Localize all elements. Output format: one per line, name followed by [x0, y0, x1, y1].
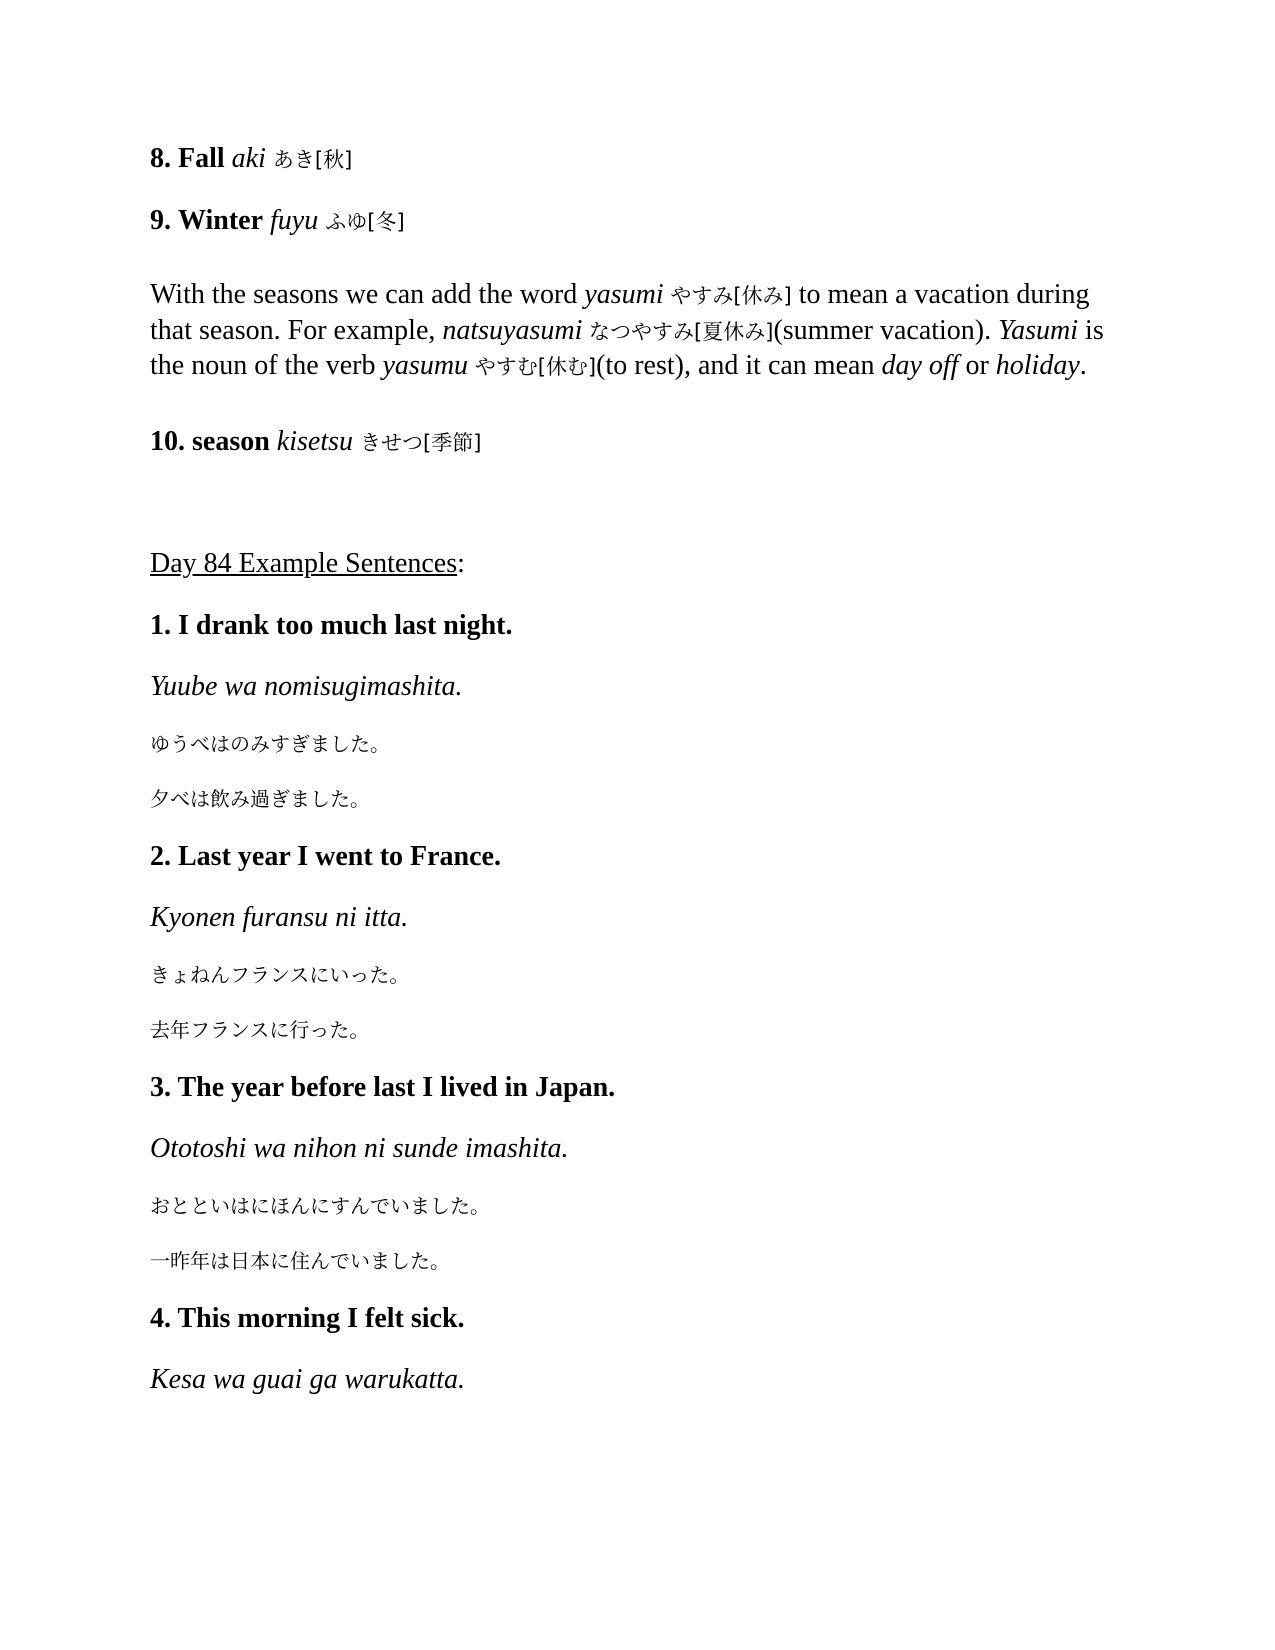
paragraph-romaji: Yasumi [998, 314, 1079, 346]
vocab-item-fall [150, 142, 352, 177]
paragraph-text: to mean a vacation during that season. For example, [150, 279, 1090, 346]
vocab-english: Winter [178, 205, 264, 236]
vocab-kanji: [秋] [314, 148, 353, 172]
paragraph-romaji: yasumu [382, 350, 469, 381]
sentence-romaji: Ototoshi wa nihon ni sunde imashita. [150, 1133, 569, 1164]
vocab-item-season [150, 425, 481, 460]
vocab-romaji: kisetsu [276, 426, 354, 457]
section-heading-title: Day 84 Example Sentences [150, 548, 458, 579]
vocab-kana: きせつ [360, 431, 424, 455]
section-heading [150, 547, 465, 581]
paragraph-text: With the seasons we can add the word [150, 279, 585, 310]
paragraph-japanese: やすみ[休み] [663, 284, 792, 308]
vocab-item-winter [150, 204, 405, 239]
vocab-kana: ふゆ [325, 210, 368, 234]
paragraph-japanese: やすむ[休む] [468, 355, 597, 379]
sentence-kanji: 一昨年は日本に住んでいました。 [150, 1249, 450, 1273]
vocab-number: 8. [150, 143, 171, 174]
sentence-english: 2. Last year I went to France. [150, 841, 501, 872]
paragraph-romaji: holiday [995, 350, 1080, 381]
sentence-kana: おとといはにほんにすんでいました。 [150, 1194, 490, 1218]
sentence-romaji: Kyonen furansu ni itta. [150, 902, 409, 933]
paragraph-romaji: day off [881, 350, 959, 381]
sentence-kana: ゆうべはのみすぎました。 [150, 732, 390, 756]
sentence-kana: きょねんフランスにいった。 [150, 963, 410, 987]
vocab-kanji: [季節] [423, 431, 482, 455]
vocab-number: 10. [150, 426, 185, 457]
sentence-romaji: Kesa wa guai ga warukatta. [150, 1364, 466, 1395]
paragraph-text: or [958, 350, 996, 381]
vocab-number: 9. [150, 205, 171, 236]
paragraph-text: (to rest), and it can mean [596, 350, 882, 381]
sentence-english: 4. This morning I felt sick. [150, 1303, 465, 1334]
vocab-english: Fall [178, 143, 225, 174]
vocab-kanji: [冬] [367, 210, 405, 234]
sentence-kanji: 去年フランスに行った。 [150, 1018, 370, 1042]
sentence-english: 3. The year before last I lived in Japan. [150, 1072, 616, 1103]
vocab-kana: あき [272, 148, 315, 172]
vocab-romaji: aki [231, 143, 266, 174]
sentence-english: 1. I drank too much last night. [150, 610, 513, 641]
vocab-english: season [192, 426, 270, 457]
section-heading-colon: : [457, 548, 465, 579]
paragraph-text: is the noun of the verb [150, 314, 1104, 381]
yasumi-explanation-paragraph [150, 278, 1125, 385]
sentence-romaji: Yuube wa nomisugimashita. [150, 671, 463, 702]
paragraph-japanese: なつやすみ[夏休み] [582, 319, 774, 344]
sentence-kanji: 夕べは飲み過ぎました。 [150, 787, 370, 811]
paragraph-romaji: natsuyasumi [442, 314, 583, 346]
paragraph-romaji: yasumi [584, 279, 664, 310]
paragraph-text: . [1079, 350, 1087, 381]
vocab-romaji: fuyu [270, 205, 319, 236]
paragraph-text: (summer vacation). [773, 314, 999, 346]
